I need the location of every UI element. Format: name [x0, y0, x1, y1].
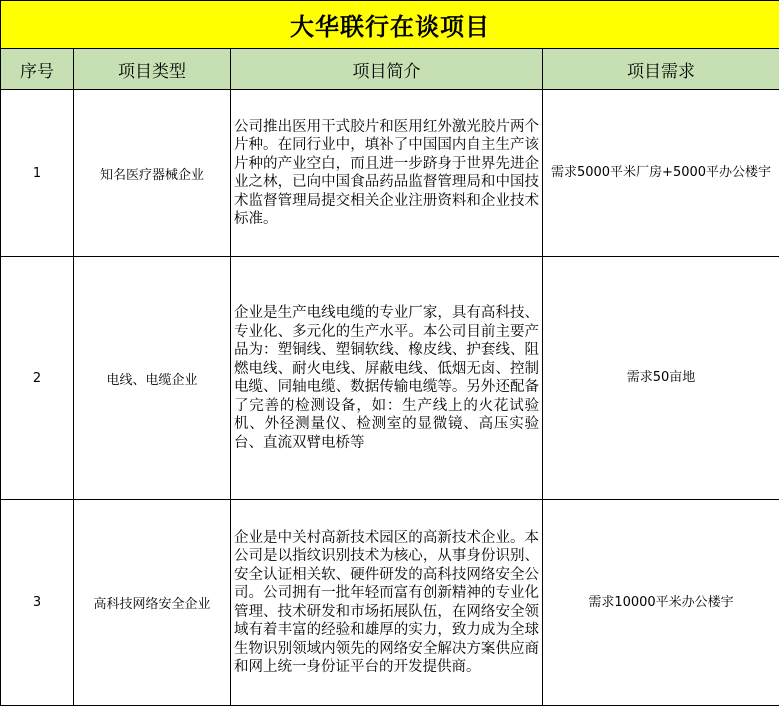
project-need: 需求5000平米厂房+5000平办公楼宇: [543, 90, 779, 257]
project-need: 需求10000平米办公楼宇: [543, 500, 779, 706]
header-desc: 项目简介: [231, 49, 543, 90]
row-number: 1: [1, 90, 74, 257]
project-type: 高科技网络安全企业: [74, 500, 231, 706]
project-type: 电线、电缆企业: [74, 257, 231, 500]
table-row: [1, 500, 779, 706]
header-type: 项目类型: [74, 49, 231, 90]
header-need: 项目需求: [543, 49, 779, 90]
project-description: 企业是中关村高新技术园区的高新技术企业。本公司是以指纹识别技术为核心，从事身份识别、安全认证相关软、硬件研发的高科技网络安全公司。公司拥有一批年轻而富有创新精神的专业化管理、技术研发和市场拓展队伍，在网络安全领域有着丰富的经验和雄厚的实力，致力成为全球生物识别领域内领先的网络安全解决方案供应商和网上统一身份证平台的开发提供商。: [231, 500, 543, 706]
project-need: 需求50亩地: [543, 257, 779, 500]
table-row: [1, 90, 779, 257]
row-number: 3: [1, 500, 74, 706]
project-description: 公司推出医用干式胶片和医用红外激光胶片两个片种。在同行业中，填补了中国国内自主生产该片种的产业空白，而且进一步跻身于世界先进企业之林，已向中国食品药品监督管理局和中国技术监督管理局提交相关企业注册资料和企业技术标准。: [231, 90, 543, 257]
table-row: [1, 257, 779, 500]
project-type: 知名医疗器械企业: [74, 90, 231, 257]
row-number: 2: [1, 257, 74, 500]
project-description: 企业是生产电线电缆的专业厂家，具有高科技、专业化、多元化的生产水平。本公司目前主要产品为：塑铜线、塑铜软线、橡皮线、护套线、阻燃电线、耐火电线、屏蔽电线、低烟无卤、控制电缆、同轴电缆、数据传输电缆等。另外还配备了完善的检测设备，如：生产线上的火花试验机、外径测量仪、检测室的显微镜、高压实验台、直流双臂电桥等: [231, 257, 543, 500]
table-title: 大华联行在谈项目: [1, 1, 779, 49]
header-no: 序号: [1, 49, 74, 90]
